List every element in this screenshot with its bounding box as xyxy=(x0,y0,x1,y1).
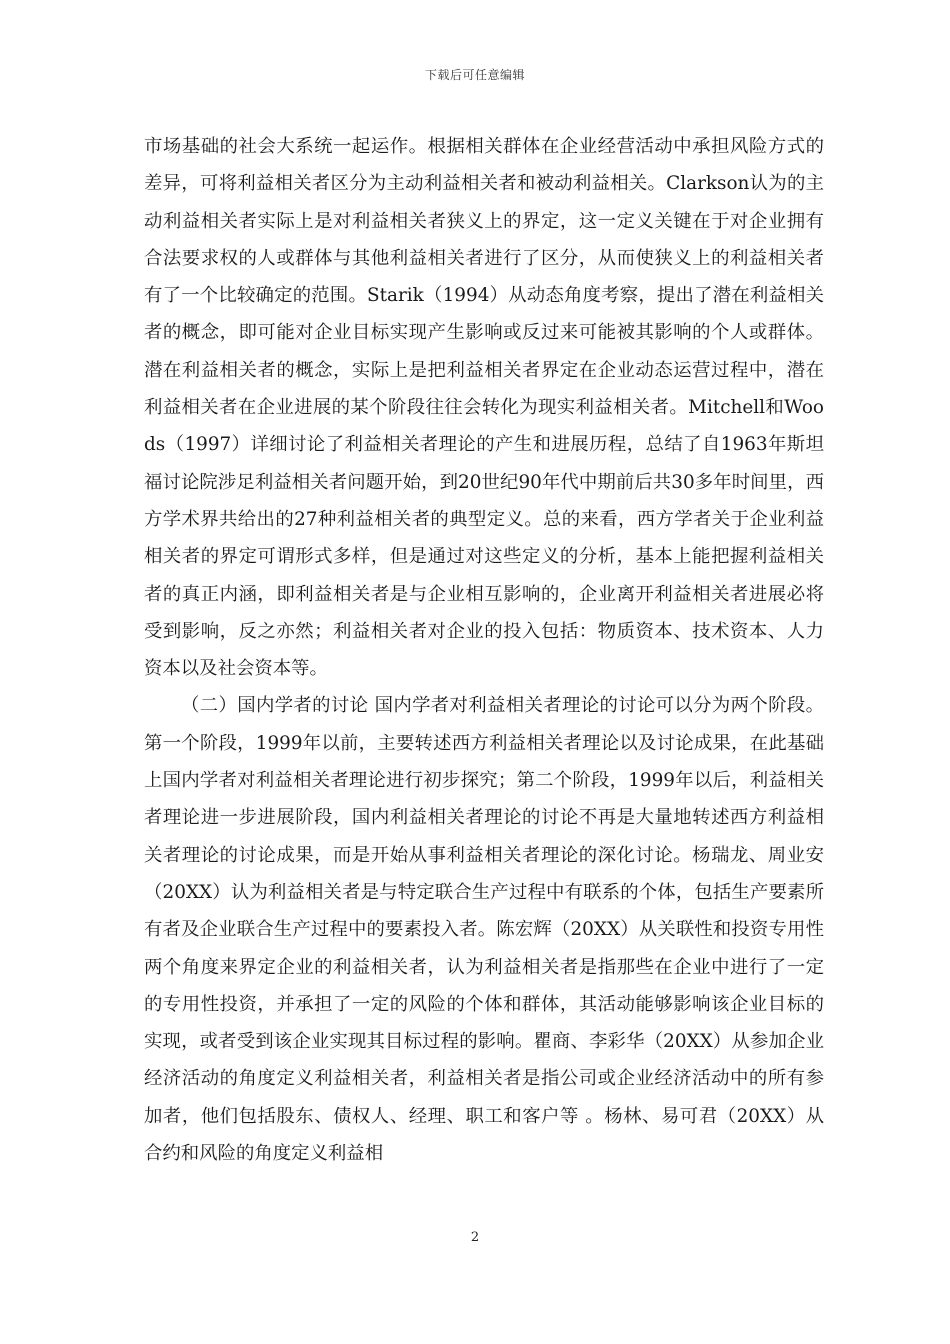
header-note: 下载后可任意编辑 xyxy=(424,68,525,82)
body-paragraph: （二）国内学者的讨论 国内学者对利益相关者理论的讨论可以分为两个阶段。第一个阶段，1999年以前，主要转述西方利益相关者理论以及讨论成果，在此基础上国内学者对利益相关者理论进行初步探究；第二个阶段，1999年以后，利益相关者理论进一步进展阶段，国内利益相关者理论的讨论不再是大量地转述西方利益相关者理论的讨论成果，而是开始从事利益相关者理论的深化讨论。杨瑞龙、周业安（20XX）认为利益相关者是与特定联合生产过程中有联系的个体，包括生产要素所有者及企业联合生产过程中的要素投入者。陈宏辉（20XX）从关联性和投资专用性两个角度来界定企业的利益相关者，认为利益相关者是指那些在企业中进行了一定的专用性投资，并承担了一定的风险的个体和群体，其活动能够影响该企业目标的实现，或者受到该企业实现其目标过程的影响。瞿商、李彩华（20XX）从参加企业经济活动的角度定义利益相关者，利益相关者是指公司或企业经济活动中的所有参加者，他们包括股东、债权人、经理、职工和客户等 。杨林、易可君（20XX）从合约和风险的角度定义利益相 xyxy=(144,695,824,1165)
document-body xyxy=(144,128,824,1172)
page-number: 2 xyxy=(470,1230,480,1245)
body-paragraph: 市场基础的社会大系统一起运作。根据相关群体在企业经营活动中承担风险方式的差异，可将利益相关者区分为主动利益相关者和被动利益相关。Clarkson认为的主动利益相关者实际上是对利益相关者狭义上的界定，这一定义关键在于对企业拥有合法要求权的人或群体与其他利益相关者进行了区分，从而使狭义上的利益相关者有了一个比较确定的范围。Starik（1994）从动态角度考察，提出了潜在利益相关者的概念，即可能对企业目标实现产生影响或反过来可能被其影响的个人或群体。潜在利益相关者的概念，实际上是把利益相关者界定在企业动态运营过程中，潜在利益相关者在企业进展的某个阶段往往会转化为现实利益相关者。Mitchell和Woods（1997）详细讨论了利益相关者理论的产生和进展历程，总结了自1963年斯坦福讨论院涉足利益相关者问题开始，到20世纪90年代中期前后共30多年时间里，西方学术界共给出的27种利益相关者的典型定义。总的来看，西方学者关于企业利益相关者的界定可谓形式多样，但是通过对这些定义的分析，基本上能把握利益相关者的真正内涵，即利益相关者是与企业相互影响的，企业离开利益相关者进展必将受到影响，反之亦然；利益相关者对企业的投入包括：物质资本、技术资本、人力资本以及社会资本等。 xyxy=(144,136,824,680)
